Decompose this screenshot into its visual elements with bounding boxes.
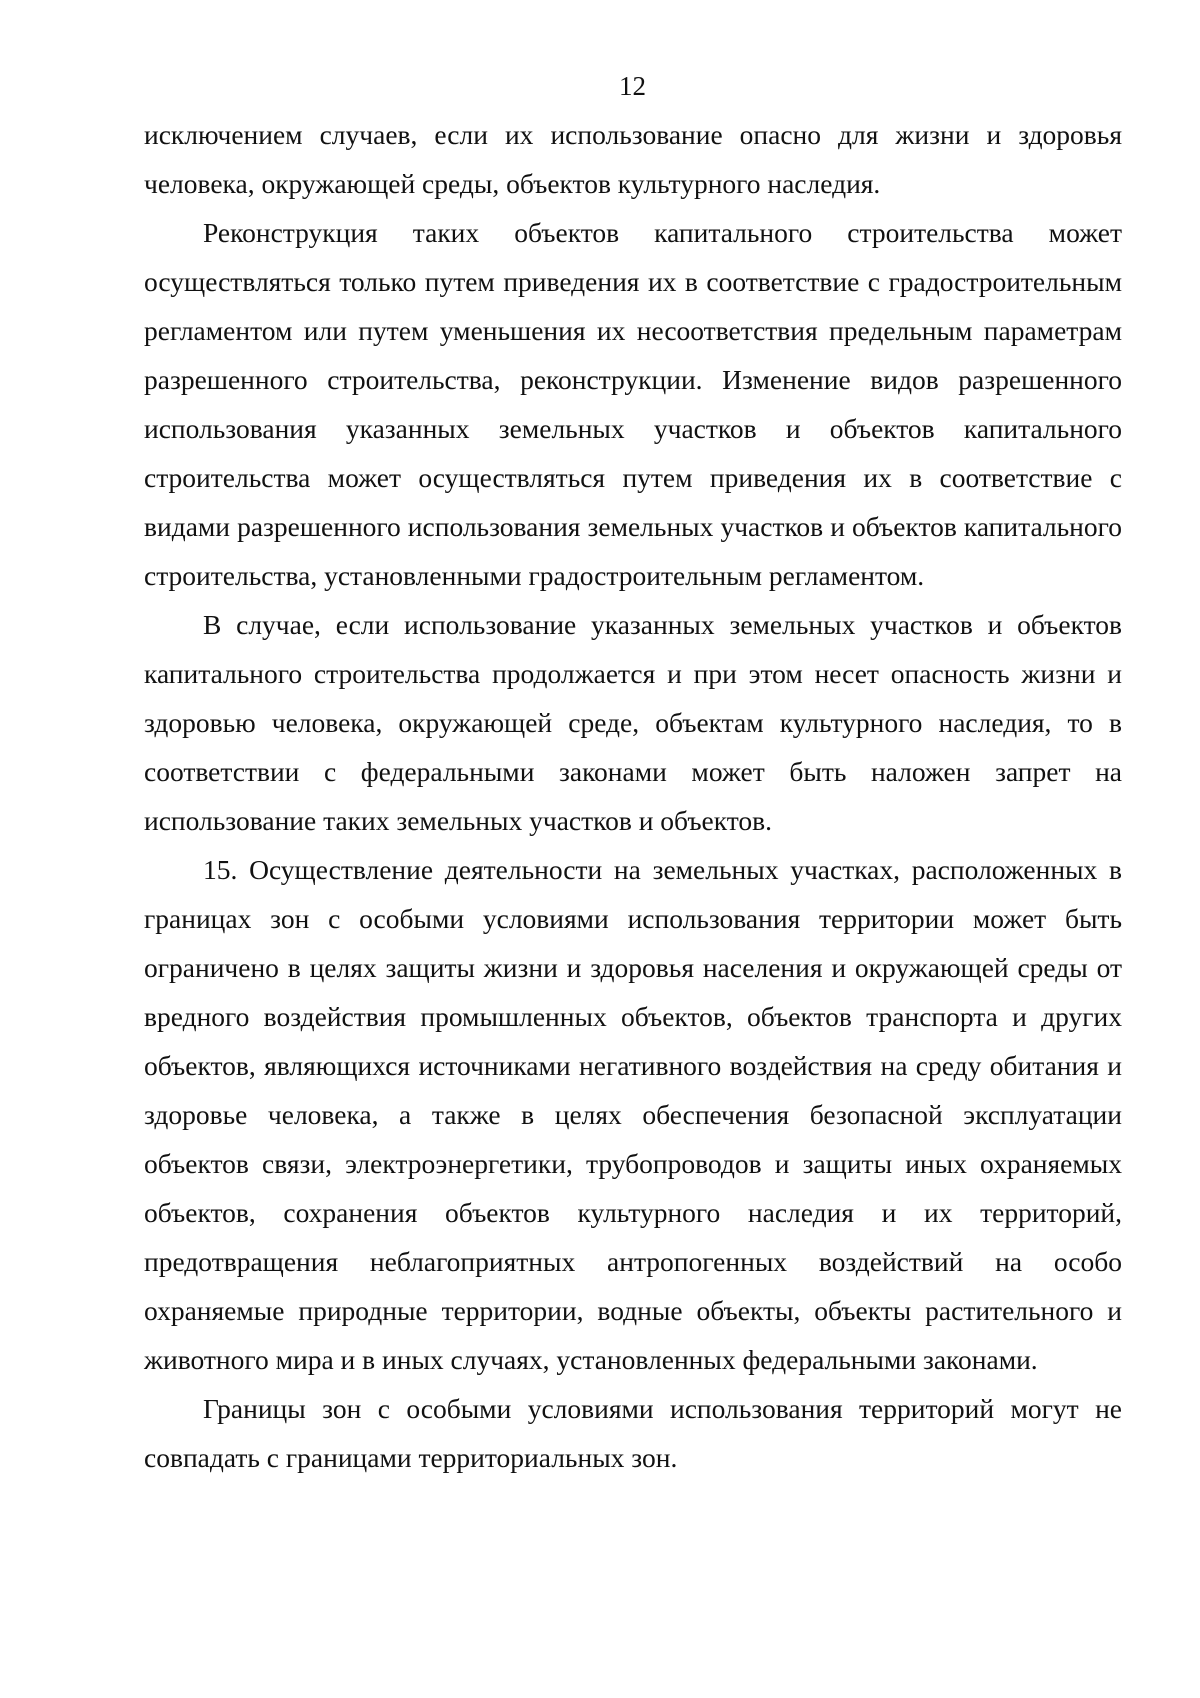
paragraph-zone-boundaries: Границы зон с особыми условиями использования территорий могут не совпадать с границами территориальных зон. bbox=[144, 1393, 1122, 1473]
page-number: 12 bbox=[619, 71, 646, 101]
paragraph-prohibition: В случае, если использование указанных земельных участков и объектов капитального строительства продолжается и при этом несет опасность жизни и здоровью человека, окружающей среде, объектам культурного наследия, то в соответствии с федеральными законами может быть наложен запрет на использование таких земельных участков и объектов. bbox=[144, 609, 1122, 836]
paragraph-reconstruction: Реконструкция таких объектов капитального строительства может осуществляться только путем приведения их в соответствие с градостроительным регламентом или путем уменьшения их несоответствия предельным параметрам разрешенного строительства, реконструкции. Изменение видов разрешенного использования указанных земельных участков и объектов капитального строительства может осуществляться путем приведения их в соответствие с видами разрешенного использования земельных участков и объектов капитального строительства, установленными градостроительным регламентом. bbox=[144, 217, 1122, 591]
paragraph-continuation: исключением случаев, если их использование опасно для жизни и здоровья человека, окружающей среды, объектов культурного наследия. bbox=[144, 119, 1122, 199]
document-body bbox=[144, 110, 1122, 1482]
paragraph-item-15: 15. Осуществление деятельности на земельных участках, расположенных в границах зон с особыми условиями использования территории может быть ограничено в целях защиты жизни и здоровья населения и окружающей среды от вредного воздействия промышленных объектов, объектов транспорта и других объектов, являющихся источниками негативного воздействия на среду обитания и здоровье человека, а также в целях обеспечения безопасной эксплуатации объектов связи, электроэнергетики, трубопроводов и защиты иных охраняемых объектов, сохранения объектов культурного наследия и их территорий, предотвращения неблагоприятных антропогенных воздействий на особо охраняемые природные территории, водные объекты, объекты растительного и животного мира и в иных случаях, установленных федеральными законами. bbox=[144, 854, 1122, 1375]
